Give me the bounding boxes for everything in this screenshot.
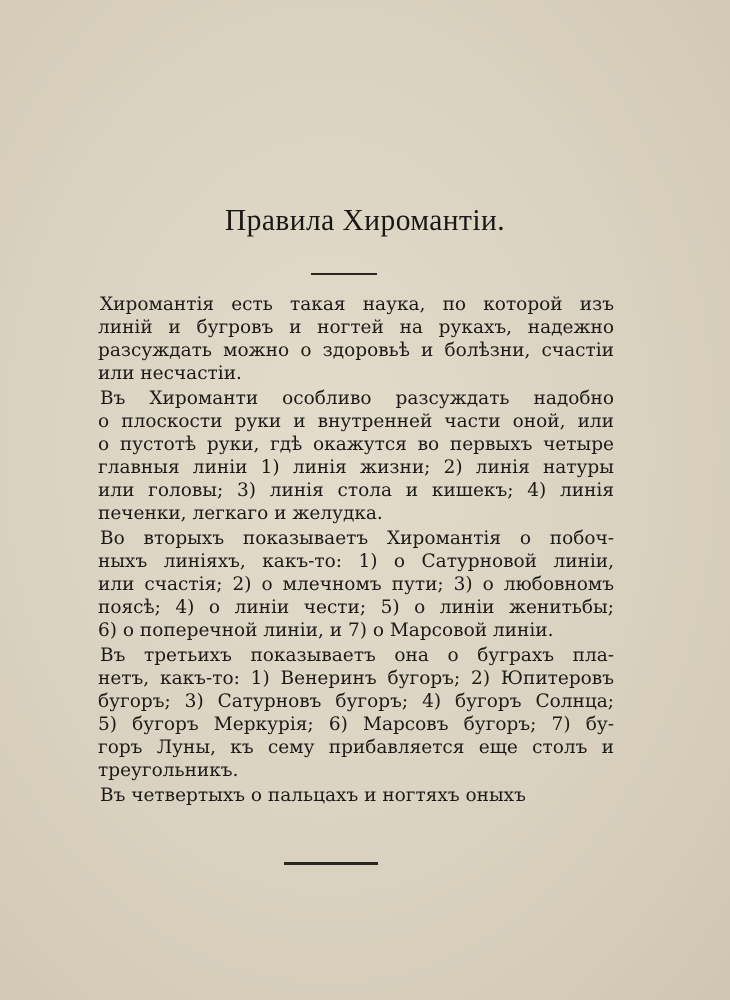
text-line: горъ Луны, къ сему прибавляется еще столъ и <box>98 737 614 758</box>
text-line: или несчастіи. <box>98 363 242 384</box>
text-line: о пустотѣ руки, гдѣ окажутся во первыхъ четыре <box>98 434 614 455</box>
text-line: главныя линіи 1) линія жизни; 2) линія натуры <box>98 457 614 478</box>
text-line: Хиромантія есть такая наука, по которой изъ <box>100 294 614 315</box>
text-line: поясѣ; 4) о линіи чести; 5) о линіи женитьбы; <box>98 597 614 618</box>
page-title: Правила Хиромантіи. <box>224 202 506 237</box>
text-line: нетъ, какъ-то: 1) Венеринъ бугоръ; 2) Юпитеровъ <box>98 668 614 689</box>
paragraph <box>98 527 614 642</box>
text-line: бугоръ; 3) Сатурновъ бугоръ; 4) бугоръ Солнца; <box>98 691 614 712</box>
title-divider <box>311 273 377 275</box>
text-line: разсуждать можно о здоровьѣ и болѣзни, счастіи <box>98 340 614 361</box>
text-line: или головы; 3) линія стола и кишекъ; 4) линія <box>98 480 614 501</box>
footer-divider <box>284 862 378 865</box>
text-line: о плоскости руки и внутренней части оной, или <box>98 411 614 432</box>
text-line: Въ Хироманти особливо разсуждать надобно <box>100 388 614 409</box>
paragraph <box>98 644 614 782</box>
text-line: Въ третьихъ показываетъ она о буграхъ пла- <box>100 645 614 666</box>
paragraph <box>98 387 614 525</box>
text-line: треугольникъ. <box>98 760 239 781</box>
text-line: или счастія; 2) о млечномъ пути; 3) о любовномъ <box>98 574 614 595</box>
text-line: 5) бугоръ Меркурія; 6) Марсовъ бугоръ; 7) бу- <box>98 714 614 735</box>
text-line: Во вторыхъ показываетъ Хиромантія о побоч- <box>100 528 614 549</box>
text-line: Въ четвертыхъ о пальцахъ и ногтяхъ оныхъ <box>100 785 526 806</box>
paragraph <box>98 293 614 385</box>
text-line: 6) о поперечной линіи, и 7) о Марсовой линіи. <box>98 620 554 641</box>
text-line: ныхъ линіяхъ, какъ-то: 1) о Сатурновой линіи, <box>98 551 614 572</box>
paragraph <box>98 784 614 807</box>
body-text <box>98 293 614 807</box>
text-line: линій и бугровъ и ногтей на рукахъ, надежно <box>98 317 614 338</box>
text-line: печенки, легкаго и желудка. <box>98 503 383 524</box>
